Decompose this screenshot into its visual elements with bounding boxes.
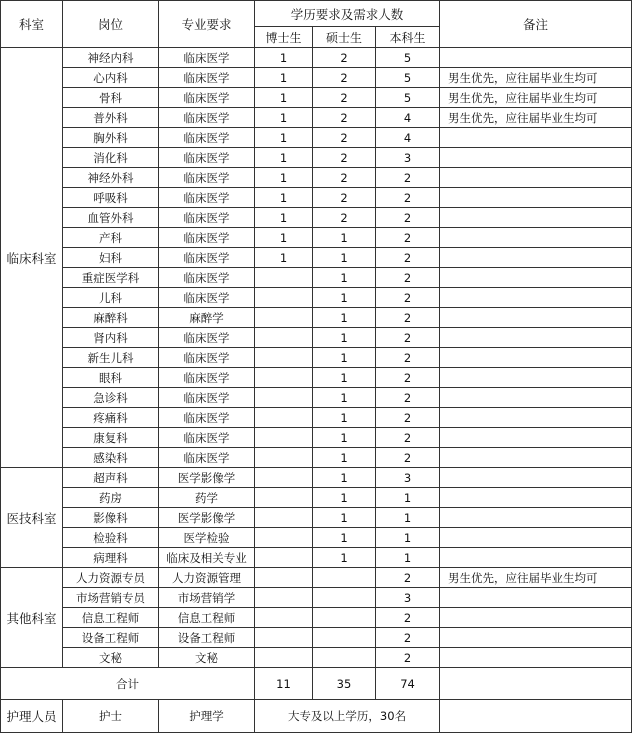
master-count-cell: 1 xyxy=(313,448,376,468)
table-row xyxy=(1,108,632,128)
phd-count-cell: 1 xyxy=(255,228,313,248)
phd-count-cell: 1 xyxy=(255,108,313,128)
table-row xyxy=(1,68,632,88)
header-bachelor: 本科生 xyxy=(376,27,440,48)
position-cell: 胸外科 xyxy=(63,128,159,148)
position-cell: 信息工程师 xyxy=(63,608,159,628)
master-count-cell: 1 xyxy=(313,348,376,368)
note-cell xyxy=(440,368,632,388)
master-count-cell: 1 xyxy=(313,228,376,248)
table-row xyxy=(1,368,632,388)
note-cell xyxy=(440,348,632,368)
bachelor-count-cell: 2 xyxy=(376,628,440,648)
bachelor-count-cell: 2 xyxy=(376,208,440,228)
major-cell: 信息工程师 xyxy=(159,608,255,628)
bachelor-count-cell: 2 xyxy=(376,428,440,448)
position-cell: 超声科 xyxy=(63,468,159,488)
major-cell: 医学影像学 xyxy=(159,508,255,528)
master-count-cell: 1 xyxy=(313,388,376,408)
total-master: 35 xyxy=(313,668,376,700)
position-cell: 药房 xyxy=(63,488,159,508)
bachelor-count-cell: 3 xyxy=(376,588,440,608)
table-row xyxy=(1,288,632,308)
phd-count-cell: 1 xyxy=(255,168,313,188)
nursing-note xyxy=(440,700,632,733)
table-row xyxy=(1,628,632,648)
bachelor-count-cell: 1 xyxy=(376,548,440,568)
phd-count-cell: 1 xyxy=(255,148,313,168)
major-cell: 药学 xyxy=(159,488,255,508)
master-count-cell xyxy=(313,628,376,648)
bachelor-count-cell: 2 xyxy=(376,288,440,308)
position-cell: 眼科 xyxy=(63,368,159,388)
phd-count-cell xyxy=(255,528,313,548)
bachelor-count-cell: 2 xyxy=(376,348,440,368)
phd-count-cell: 1 xyxy=(255,188,313,208)
table-row xyxy=(1,148,632,168)
table-row xyxy=(1,188,632,208)
master-count-cell: 1 xyxy=(313,528,376,548)
bachelor-count-cell: 4 xyxy=(376,108,440,128)
total-phd: 11 xyxy=(255,668,313,700)
major-cell: 临床医学 xyxy=(159,248,255,268)
bachelor-count-cell: 5 xyxy=(376,88,440,108)
position-cell: 感染科 xyxy=(63,448,159,468)
position-cell: 疼痛科 xyxy=(63,408,159,428)
master-count-cell: 1 xyxy=(313,328,376,348)
bachelor-count-cell: 2 xyxy=(376,608,440,628)
position-cell: 血管外科 xyxy=(63,208,159,228)
table-row xyxy=(1,468,632,488)
table-row xyxy=(1,348,632,368)
nursing-requirement: 大专及以上学历，30名 xyxy=(255,700,440,733)
major-cell: 临床医学 xyxy=(159,388,255,408)
note-cell: 男生优先，应往届毕业生均可 xyxy=(440,88,632,108)
phd-count-cell: 1 xyxy=(255,68,313,88)
master-count-cell: 2 xyxy=(313,208,376,228)
position-cell: 设备工程师 xyxy=(63,628,159,648)
position-cell: 人力资源专员 xyxy=(63,568,159,588)
phd-count-cell xyxy=(255,348,313,368)
phd-count-cell: 1 xyxy=(255,128,313,148)
phd-count-cell: 1 xyxy=(255,208,313,228)
major-cell: 临床医学 xyxy=(159,268,255,288)
bachelor-count-cell: 2 xyxy=(376,328,440,348)
major-cell: 人力资源管理 xyxy=(159,568,255,588)
header-master: 硕士生 xyxy=(313,27,376,48)
bachelor-count-cell: 2 xyxy=(376,188,440,208)
master-count-cell: 1 xyxy=(313,288,376,308)
major-cell: 临床医学 xyxy=(159,88,255,108)
master-count-cell: 1 xyxy=(313,428,376,448)
position-cell: 心内科 xyxy=(63,68,159,88)
major-cell: 设备工程师 xyxy=(159,628,255,648)
bachelor-count-cell: 2 xyxy=(376,248,440,268)
position-cell: 儿科 xyxy=(63,288,159,308)
master-count-cell: 2 xyxy=(313,148,376,168)
major-cell: 麻醉学 xyxy=(159,308,255,328)
position-cell: 产科 xyxy=(63,228,159,248)
nursing-major: 护理学 xyxy=(159,700,255,733)
table-row xyxy=(1,608,632,628)
major-cell: 文秘 xyxy=(159,648,255,668)
note-cell xyxy=(440,448,632,468)
note-cell xyxy=(440,288,632,308)
position-cell: 肾内科 xyxy=(63,328,159,348)
table-row xyxy=(1,588,632,608)
major-cell: 临床医学 xyxy=(159,108,255,128)
bachelor-count-cell: 3 xyxy=(376,468,440,488)
table-row xyxy=(1,308,632,328)
master-count-cell: 2 xyxy=(313,188,376,208)
master-count-cell: 1 xyxy=(313,248,376,268)
major-cell: 临床医学 xyxy=(159,348,255,368)
note-cell xyxy=(440,228,632,248)
major-cell: 临床医学 xyxy=(159,128,255,148)
nursing-row xyxy=(1,700,632,733)
position-cell: 普外科 xyxy=(63,108,159,128)
master-count-cell xyxy=(313,648,376,668)
phd-count-cell xyxy=(255,448,313,468)
major-cell: 临床医学 xyxy=(159,448,255,468)
phd-count-cell xyxy=(255,368,313,388)
phd-count-cell xyxy=(255,608,313,628)
table-row xyxy=(1,168,632,188)
phd-count-cell: 1 xyxy=(255,48,313,68)
note-cell xyxy=(440,648,632,668)
bachelor-count-cell: 2 xyxy=(376,408,440,428)
table-row xyxy=(1,268,632,288)
bachelor-count-cell: 4 xyxy=(376,128,440,148)
position-cell: 麻醉科 xyxy=(63,308,159,328)
bachelor-count-cell: 2 xyxy=(376,228,440,248)
phd-count-cell xyxy=(255,488,313,508)
header-education-group: 学历要求及需求人数 xyxy=(255,1,440,27)
note-cell xyxy=(440,268,632,288)
bachelor-count-cell: 2 xyxy=(376,368,440,388)
table-row xyxy=(1,568,632,588)
master-count-cell xyxy=(313,568,376,588)
phd-count-cell xyxy=(255,628,313,648)
major-cell: 临床医学 xyxy=(159,168,255,188)
phd-count-cell xyxy=(255,428,313,448)
phd-count-cell xyxy=(255,308,313,328)
total-bachelor: 74 xyxy=(376,668,440,700)
bachelor-count-cell: 3 xyxy=(376,148,440,168)
table-row xyxy=(1,328,632,348)
note-cell xyxy=(440,428,632,448)
position-cell: 急诊科 xyxy=(63,388,159,408)
position-cell: 检验科 xyxy=(63,528,159,548)
department-cell: 其他科室 xyxy=(1,568,63,668)
nursing-department: 护理人员 xyxy=(1,700,63,733)
phd-count-cell: 1 xyxy=(255,248,313,268)
bachelor-count-cell: 5 xyxy=(376,48,440,68)
header-major: 专业要求 xyxy=(159,1,255,48)
bachelor-count-cell: 2 xyxy=(376,168,440,188)
major-cell: 临床医学 xyxy=(159,148,255,168)
phd-count-cell: 1 xyxy=(255,88,313,108)
note-cell xyxy=(440,48,632,68)
note-cell xyxy=(440,488,632,508)
phd-count-cell xyxy=(255,288,313,308)
phd-count-cell xyxy=(255,568,313,588)
note-cell xyxy=(440,168,632,188)
note-cell xyxy=(440,388,632,408)
table-row xyxy=(1,528,632,548)
major-cell: 临床医学 xyxy=(159,208,255,228)
table-row xyxy=(1,508,632,528)
position-cell: 重症医学科 xyxy=(63,268,159,288)
major-cell: 临床医学 xyxy=(159,408,255,428)
major-cell: 医学检验 xyxy=(159,528,255,548)
table-row xyxy=(1,228,632,248)
master-count-cell: 2 xyxy=(313,68,376,88)
bachelor-count-cell: 1 xyxy=(376,508,440,528)
major-cell: 临床医学 xyxy=(159,48,255,68)
position-cell: 神经外科 xyxy=(63,168,159,188)
master-count-cell: 1 xyxy=(313,408,376,428)
note-cell: 男生优先，应往届毕业生均可 xyxy=(440,108,632,128)
position-cell: 市场营销专员 xyxy=(63,588,159,608)
note-cell xyxy=(440,548,632,568)
note-cell xyxy=(440,148,632,168)
note-cell xyxy=(440,468,632,488)
department-cell: 临床科室 xyxy=(1,48,63,468)
position-cell: 新生儿科 xyxy=(63,348,159,368)
bachelor-count-cell: 5 xyxy=(376,68,440,88)
nursing-position: 护士 xyxy=(63,700,159,733)
phd-count-cell xyxy=(255,548,313,568)
position-cell: 病理科 xyxy=(63,548,159,568)
major-cell: 临床医学 xyxy=(159,68,255,88)
note-cell xyxy=(440,588,632,608)
phd-count-cell xyxy=(255,588,313,608)
note-cell xyxy=(440,208,632,228)
major-cell: 临床医学 xyxy=(159,228,255,248)
bachelor-count-cell: 2 xyxy=(376,308,440,328)
position-cell: 妇科 xyxy=(63,248,159,268)
master-count-cell xyxy=(313,588,376,608)
bachelor-count-cell: 2 xyxy=(376,448,440,468)
phd-count-cell xyxy=(255,268,313,288)
total-row xyxy=(1,668,632,700)
bachelor-count-cell: 2 xyxy=(376,648,440,668)
department-cell: 医技科室 xyxy=(1,468,63,568)
phd-count-cell xyxy=(255,388,313,408)
bachelor-count-cell: 1 xyxy=(376,488,440,508)
note-cell xyxy=(440,188,632,208)
phd-count-cell xyxy=(255,408,313,428)
position-cell: 文秘 xyxy=(63,648,159,668)
position-cell: 消化科 xyxy=(63,148,159,168)
master-count-cell: 2 xyxy=(313,88,376,108)
master-count-cell: 1 xyxy=(313,488,376,508)
major-cell: 临床及相关专业 xyxy=(159,548,255,568)
note-cell xyxy=(440,308,632,328)
table-row xyxy=(1,128,632,148)
phd-count-cell xyxy=(255,328,313,348)
note-cell xyxy=(440,408,632,428)
table-row xyxy=(1,388,632,408)
note-cell xyxy=(440,628,632,648)
table-row xyxy=(1,88,632,108)
total-label: 合计 xyxy=(1,668,255,700)
phd-count-cell xyxy=(255,508,313,528)
master-count-cell: 1 xyxy=(313,468,376,488)
position-cell: 影像科 xyxy=(63,508,159,528)
table-row xyxy=(1,428,632,448)
major-cell: 临床医学 xyxy=(159,328,255,348)
header-position: 岗位 xyxy=(63,1,159,48)
note-cell: 男生优先，应往届毕业生均可 xyxy=(440,568,632,588)
note-cell xyxy=(440,128,632,148)
master-count-cell: 1 xyxy=(313,268,376,288)
master-count-cell xyxy=(313,608,376,628)
note-cell xyxy=(440,248,632,268)
master-count-cell: 2 xyxy=(313,168,376,188)
master-count-cell: 1 xyxy=(313,368,376,388)
major-cell: 临床医学 xyxy=(159,428,255,448)
master-count-cell: 1 xyxy=(313,508,376,528)
header-row xyxy=(1,1,632,27)
table-row xyxy=(1,48,632,68)
table-row xyxy=(1,448,632,468)
position-cell: 神经内科 xyxy=(63,48,159,68)
table-row xyxy=(1,408,632,428)
phd-count-cell xyxy=(255,468,313,488)
bachelor-count-cell: 2 xyxy=(376,568,440,588)
major-cell: 临床医学 xyxy=(159,368,255,388)
position-cell: 骨科 xyxy=(63,88,159,108)
master-count-cell: 1 xyxy=(313,308,376,328)
major-cell: 临床医学 xyxy=(159,188,255,208)
bachelor-count-cell: 2 xyxy=(376,388,440,408)
major-cell: 市场营销学 xyxy=(159,588,255,608)
note-cell xyxy=(440,508,632,528)
table-row xyxy=(1,208,632,228)
note-cell xyxy=(440,528,632,548)
note-cell xyxy=(440,328,632,348)
total-note xyxy=(440,668,632,700)
master-count-cell: 2 xyxy=(313,48,376,68)
note-cell xyxy=(440,608,632,628)
header-notes: 备注 xyxy=(440,1,632,48)
bachelor-count-cell: 2 xyxy=(376,268,440,288)
header-phd: 博士生 xyxy=(255,27,313,48)
major-cell: 临床医学 xyxy=(159,288,255,308)
master-count-cell: 1 xyxy=(313,548,376,568)
position-cell: 呼吸科 xyxy=(63,188,159,208)
table-row xyxy=(1,648,632,668)
table-row xyxy=(1,248,632,268)
header-department: 科室 xyxy=(1,1,63,48)
table-row xyxy=(1,548,632,568)
table-row xyxy=(1,488,632,508)
master-count-cell: 2 xyxy=(313,108,376,128)
note-cell: 男生优先，应往届毕业生均可 xyxy=(440,68,632,88)
master-count-cell: 2 xyxy=(313,128,376,148)
major-cell: 医学影像学 xyxy=(159,468,255,488)
position-cell: 康复科 xyxy=(63,428,159,448)
bachelor-count-cell: 1 xyxy=(376,528,440,548)
phd-count-cell xyxy=(255,648,313,668)
